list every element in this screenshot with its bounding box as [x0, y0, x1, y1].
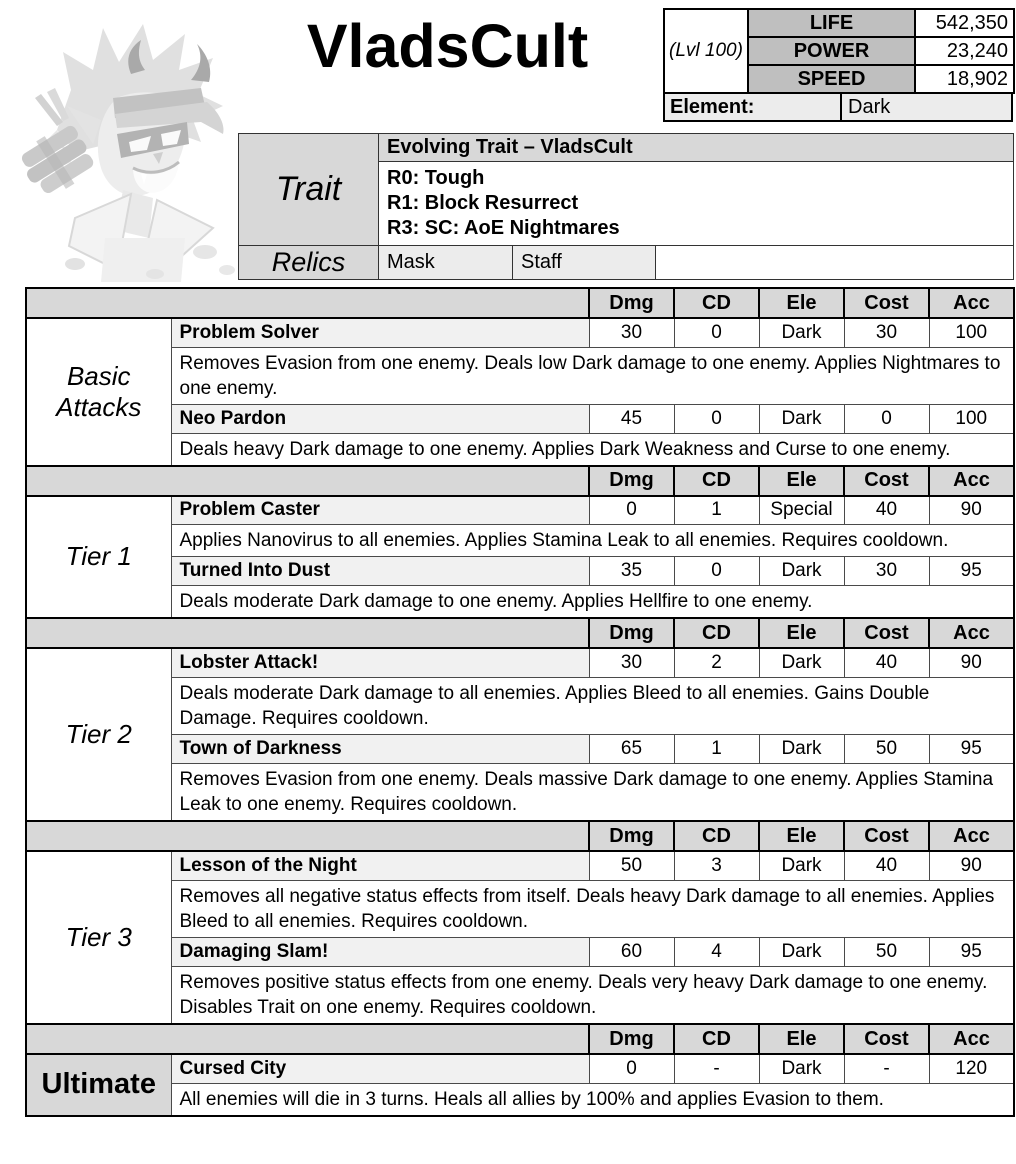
header-spacer	[26, 1024, 589, 1054]
attack-description-row	[26, 347, 1014, 404]
attack-name: Lesson of the Night	[171, 851, 589, 880]
attack-description: Removes positive status effects from one enemy. Deals very heavy Dark damage to one enemy. Disables Trait on one enemy. Requires cooldown.	[171, 966, 1014, 1024]
attack-acc: 120	[929, 1054, 1014, 1083]
attack-row	[26, 404, 1014, 433]
col-header-dmg: Dmg	[589, 288, 674, 318]
stats-table	[663, 8, 1015, 94]
attack-cd: 0	[674, 318, 759, 347]
attack-dmg: 30	[589, 318, 674, 347]
col-header-cost: Cost	[844, 1024, 929, 1054]
col-header-cd: CD	[674, 288, 759, 318]
col-header-ele: Ele	[759, 618, 844, 648]
tier-label-3: Tier 3	[26, 851, 171, 1024]
attack-description-row	[26, 966, 1014, 1024]
monster-illustration	[5, 2, 237, 282]
stat-value-speed: 18,902	[915, 65, 1014, 93]
trait-table	[238, 133, 1014, 280]
attack-cost: 40	[844, 851, 929, 880]
attack-name: Damaging Slam!	[171, 937, 589, 966]
stat-value-power: 23,240	[915, 37, 1014, 65]
attack-cost: 30	[844, 318, 929, 347]
attack-cd: 1	[674, 735, 759, 764]
column-header-row	[26, 821, 1014, 851]
col-header-dmg: Dmg	[589, 466, 674, 496]
attack-acc: 95	[929, 735, 1014, 764]
attack-description: Removes all negative status effects from itself. Deals heavy Dark damage to all enemies. Applies Bleed to all enemies. Requires cooldown.	[171, 880, 1014, 937]
element-row	[663, 92, 1013, 122]
relics-row	[239, 246, 1014, 280]
attack-ele: Dark	[759, 404, 844, 433]
attack-description: Deals moderate Dark damage to one enemy. Applies Hellfire to one enemy.	[171, 586, 1014, 619]
header-spacer	[26, 288, 589, 318]
attack-name: Cursed City	[171, 1054, 589, 1083]
col-header-cost: Cost	[844, 821, 929, 851]
attack-name: Neo Pardon	[171, 404, 589, 433]
col-header-cd: CD	[674, 821, 759, 851]
col-header-dmg: Dmg	[589, 618, 674, 648]
stat-value-life: 542,350	[915, 9, 1014, 37]
attack-cost: 50	[844, 937, 929, 966]
attack-ele: Dark	[759, 735, 844, 764]
attack-row	[26, 496, 1014, 525]
trait-name-header: Evolving Trait – VladsCult	[379, 134, 1014, 162]
element-value: Dark	[841, 93, 1012, 121]
trait-rank-r0: R0: Tough	[387, 167, 485, 189]
attack-name: Town of Darkness	[171, 735, 589, 764]
attack-description: Deals heavy Dark damage to one enemy. Applies Dark Weakness and Curse to one enemy.	[171, 433, 1014, 466]
col-header-acc: Acc	[929, 1024, 1014, 1054]
attack-description: Removes Evasion from one enemy. Deals low Dark damage to one enemy. Applies Nightmares to one enemy.	[171, 347, 1014, 404]
col-header-ele: Ele	[759, 466, 844, 496]
stat-label-power: POWER	[748, 37, 915, 65]
attack-ele: Special	[759, 496, 844, 525]
col-header-acc: Acc	[929, 618, 1014, 648]
col-header-dmg: Dmg	[589, 1024, 674, 1054]
attack-description: All enemies will die in 3 turns. Heals all allies by 100% and applies Evasion to them.	[171, 1083, 1014, 1116]
attack-cost: -	[844, 1054, 929, 1083]
col-header-cost: Cost	[844, 288, 929, 318]
attack-acc: 95	[929, 557, 1014, 586]
attack-cd: 0	[674, 557, 759, 586]
attack-dmg: 0	[589, 1054, 674, 1083]
attack-name: Problem Caster	[171, 496, 589, 525]
attack-description-row	[26, 525, 1014, 557]
col-header-acc: Acc	[929, 466, 1014, 496]
attack-ele: Dark	[759, 851, 844, 880]
attack-table	[25, 287, 1015, 1117]
attack-ele: Dark	[759, 1054, 844, 1083]
stat-label-speed: SPEED	[748, 65, 915, 93]
character-portrait	[5, 2, 237, 282]
trait-rank-r3: R3: SC: AoE Nightmares	[387, 217, 620, 239]
attack-cd: -	[674, 1054, 759, 1083]
attack-cd: 0	[674, 404, 759, 433]
header-spacer	[26, 466, 589, 496]
stats-block	[663, 8, 1013, 122]
attack-dmg: 45	[589, 404, 674, 433]
attack-dmg: 35	[589, 557, 674, 586]
attack-dmg: 0	[589, 496, 674, 525]
attack-row	[26, 557, 1014, 586]
col-header-cd: CD	[674, 466, 759, 496]
attack-acc: 95	[929, 937, 1014, 966]
attack-row	[26, 648, 1014, 677]
attack-acc: 90	[929, 496, 1014, 525]
attack-dmg: 30	[589, 648, 674, 677]
attack-description: Removes Evasion from one enemy. Deals massive Dark damage to one enemy. Applies Stamina Leak to one enemy. Requires cooldown.	[171, 764, 1014, 822]
attack-dmg: 65	[589, 735, 674, 764]
relic-slot-empty	[656, 246, 1014, 280]
stat-row-life	[664, 9, 1014, 37]
attack-description-row	[26, 1083, 1014, 1116]
header-spacer	[26, 821, 589, 851]
attack-row	[26, 851, 1014, 880]
trait-ranks-cell	[379, 162, 1014, 246]
col-header-acc: Acc	[929, 821, 1014, 851]
attack-dmg: 60	[589, 937, 674, 966]
attack-row	[26, 1054, 1014, 1083]
attack-description: Deals moderate Dark damage to all enemies. Applies Bleed to all enemies. Gains Double Damage. Requires cooldown.	[171, 677, 1014, 734]
stat-label-life: LIFE	[748, 9, 915, 37]
attack-ele: Dark	[759, 648, 844, 677]
attack-name: Turned Into Dust	[171, 557, 589, 586]
attack-dmg: 50	[589, 851, 674, 880]
attack-cost: 30	[844, 557, 929, 586]
attack-cost: 40	[844, 496, 929, 525]
attack-description: Applies Nanovirus to all enemies. Applies Stamina Leak to all enemies. Requires cooldown.	[171, 525, 1014, 557]
col-header-ele: Ele	[759, 821, 844, 851]
attack-acc: 100	[929, 318, 1014, 347]
attack-row	[26, 735, 1014, 764]
attack-cost: 0	[844, 404, 929, 433]
col-header-cost: Cost	[844, 618, 929, 648]
col-header-ele: Ele	[759, 1024, 844, 1054]
col-header-acc: Acc	[929, 288, 1014, 318]
col-header-cost: Cost	[844, 466, 929, 496]
trait-header-row	[239, 134, 1014, 162]
attack-ele: Dark	[759, 937, 844, 966]
col-header-dmg: Dmg	[589, 821, 674, 851]
attack-row	[26, 937, 1014, 966]
attack-description-row	[26, 764, 1014, 822]
attack-acc: 100	[929, 404, 1014, 433]
attack-description-row	[26, 880, 1014, 937]
attack-description-row	[26, 586, 1014, 619]
tier-label-2: Tier 2	[26, 648, 171, 821]
attack-name: Problem Solver	[171, 318, 589, 347]
attack-cost: 40	[844, 648, 929, 677]
trait-rank-r1: R1: Block Resurrect	[387, 192, 579, 214]
tier-label-basic: Basic Attacks	[26, 318, 171, 466]
relics-row-label: Relics	[239, 246, 379, 280]
attack-cd: 1	[674, 496, 759, 525]
level-label: (Lvl 100)	[664, 9, 748, 93]
tier-label-1: Tier 1	[26, 496, 171, 619]
attack-ele: Dark	[759, 318, 844, 347]
attack-acc: 90	[929, 648, 1014, 677]
tier-label-ultimate: Ultimate	[26, 1054, 171, 1116]
character-name-title: VladsCult	[306, 12, 589, 80]
attack-acc: 90	[929, 851, 1014, 880]
attack-cd: 4	[674, 937, 759, 966]
column-header-row	[26, 1024, 1014, 1054]
col-header-cd: CD	[674, 618, 759, 648]
attack-cost: 50	[844, 735, 929, 764]
attack-cd: 2	[674, 648, 759, 677]
trait-row-label: Trait	[239, 134, 379, 246]
col-header-ele: Ele	[759, 288, 844, 318]
attack-name: Lobster Attack!	[171, 648, 589, 677]
relic-slot-mask: Mask	[379, 246, 513, 280]
attack-description-row	[26, 677, 1014, 734]
column-header-row	[26, 288, 1014, 318]
col-header-cd: CD	[674, 1024, 759, 1054]
column-header-row	[26, 466, 1014, 496]
relic-slot-staff: Staff	[513, 246, 656, 280]
attack-description-row	[26, 433, 1014, 466]
attack-ele: Dark	[759, 557, 844, 586]
attack-cd: 3	[674, 851, 759, 880]
element-label: Element:	[664, 93, 841, 121]
header-spacer	[26, 618, 589, 648]
column-header-row	[26, 618, 1014, 648]
attack-row	[26, 318, 1014, 347]
